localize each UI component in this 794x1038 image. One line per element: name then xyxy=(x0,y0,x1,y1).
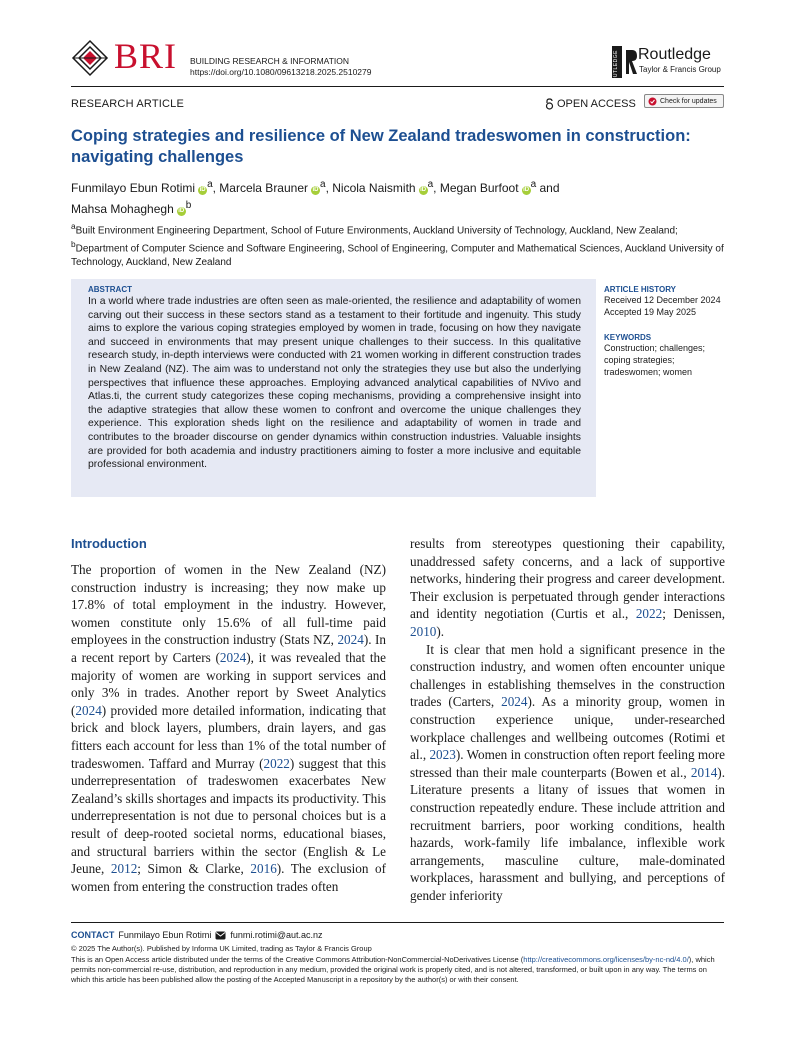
publisher-subtitle: Taylor & Francis Group xyxy=(639,65,721,74)
check-updates-icon xyxy=(648,97,657,106)
text: ), it was revealed that the majority of women are working in support services and only 3% in trades. Another report by Sweet Analytics ( xyxy=(71,649,386,718)
abstract-heading: ABSTRACT xyxy=(88,285,132,294)
license-text xyxy=(71,955,726,985)
orcid-icon[interactable]: iD xyxy=(178,208,185,214)
author-name[interactable]: Nicola Naismith xyxy=(332,181,416,195)
bri-logo-icon xyxy=(71,39,109,77)
publisher-name: Routledge xyxy=(638,46,711,63)
author-affil-sup: a xyxy=(427,179,434,190)
citation-link[interactable]: 2010 xyxy=(410,623,437,639)
text: This is an Open Access article distributed under the terms of the Creative Commons Attribution-NonCommercial-NoDerivatives License ( xyxy=(71,955,524,964)
citation-link[interactable]: 2016 xyxy=(250,861,277,877)
paragraph xyxy=(410,641,725,905)
article-history xyxy=(604,285,729,318)
orcid-icon[interactable]: iD xyxy=(199,187,206,193)
affiliation-a: Built Environment Engineering Department, School of Future Environments, Auckland University of Technology, Auckland, New Zealand; xyxy=(75,225,678,237)
contact-email[interactable]: funmi.rotimi@aut.ac.nz xyxy=(230,930,323,940)
affiliation-b: Department of Computer Science and Software Engineering, School of Engineering, Computer and Mathematical Sciences, Auckland University of Technology, Auckland, New Zealand xyxy=(71,243,724,268)
text: results from stereotypes questioning their capability, unaddressed safety concerns, and a lack of supportive networks, hindering their progress and career development. Their exclusion is perpetuated through gender interactions and identity negotiation (Curtis et al., xyxy=(410,536,725,622)
open-lock-icon xyxy=(545,98,554,110)
keywords xyxy=(604,333,722,378)
keywords-text: Construction; challenges; coping strategies; tradeswomen; women xyxy=(604,343,706,377)
citation-link[interactable]: 2012 xyxy=(110,861,138,877)
affiliations xyxy=(71,220,731,269)
text: ). As a minority group, women in construction experience unique, under-researched workplace challenges and wellbeing outcomes (Rotimi et al., xyxy=(410,694,725,763)
orcid-icon[interactable]: iD xyxy=(420,187,427,193)
article-history-heading: ARTICLE HISTORY xyxy=(604,285,677,294)
author-affil-sup: a xyxy=(530,179,537,190)
copyright: © 2025 The Author(s). Published by Informa UK Limited, trading as Taylor & Francis Group xyxy=(71,944,372,953)
article-title: Coping strategies and resilience of New Zealand tradeswomen in construction: navigating challenges xyxy=(71,127,691,166)
affil-sup: b xyxy=(71,238,76,249)
citation-link[interactable]: 2014 xyxy=(690,764,718,780)
routledge-vertical-text: ROUTLEDGE xyxy=(613,50,619,86)
affil-sup: a xyxy=(71,221,76,231)
author-conjunction: and xyxy=(539,181,560,195)
author-list: Funmilayo Ebun Rotimi iD $^a$, Marcela Brauner iD $^a$, Nicola Naismith iD $^a$, Megan Burfoot iD $^a$ and Mahsa Mohaghegh iD $^b$ xyxy=(71,179,560,216)
author-affil-sup: b xyxy=(185,200,192,211)
text: The proportion of women in the New Zealand (NZ) construction industry is increasing; they now make up 17.8% of total employment in the industry. However, women constitute only 15.6% of all full-time paid employees in the construction industry (Stats NZ, xyxy=(71,562,386,648)
email-icon xyxy=(215,931,226,940)
contact-label: CONTACT xyxy=(71,930,115,940)
author-name[interactable]: Mahsa Mohaghegh xyxy=(71,202,174,216)
accepted-date: Accepted 19 May 2025 xyxy=(604,307,697,317)
paragraph xyxy=(71,561,386,895)
routledge-r-icon xyxy=(624,46,638,78)
check-updates-label: Check for updates xyxy=(660,97,717,105)
author-affil-sup: a xyxy=(320,179,326,190)
text: ) suggest that this underrepresentation of tradeswomen exacerbates New Zealand’s skills shortages and impacts its productivity. This underrepresentation is not due to personal choices but is a result of deep-rooted societal norms, educational biases, and structural barriers within the sector (English & Le Jeune, xyxy=(71,755,386,877)
journal-name: BUILDING RESEARCH & INFORMATION xyxy=(190,56,349,66)
open-access-badge xyxy=(545,98,636,110)
routledge-logo xyxy=(612,46,727,86)
text: ), which permits non-commercial re-use, distribution, and reproduction in any medium, provided the original work is properly cited, and is not altered, transformed, or built upon in any way. The terms on which this article has been published allow the posting of the Accepted Manuscript in a repository by the author(s) or with their consent. xyxy=(71,955,715,984)
section-heading: Introduction xyxy=(71,536,147,551)
body-column-right xyxy=(410,535,725,904)
text: ). Women in construction often report feeling more stressed than their male counterparts (Bowen et al., xyxy=(410,747,725,780)
received-date: Received 12 December 2024 xyxy=(604,295,721,305)
text: ). The exclusion of women from entering the construction trades often xyxy=(71,861,386,894)
citation-link[interactable]: 2022 xyxy=(635,606,663,622)
orcid-icon[interactable]: iD xyxy=(523,187,530,193)
citation-link[interactable]: 2023 xyxy=(429,747,456,763)
author-name[interactable]: Marcela Brauner xyxy=(219,181,309,195)
text: ). xyxy=(436,623,445,639)
text: ). Literature presents a litany of issues that women in construction repeatedly endure. These include attrition and recruitment barriers, poor working conditions, health hazards, work-family life imbalance, inflexible work arrangements, masculine culture, male-dominated workplaces, harassment and bullying, and perceptions of gender inferiority xyxy=(410,764,725,903)
body-column-left xyxy=(71,561,386,895)
text: ) provided more detailed information, indicating that brick and block layers, plumbers, drain layers, and gas fitters each account for less than 1% of the total number of tradeswomen. Taffard and Murray ( xyxy=(71,702,386,771)
text: It is clear that men hold a significant presence in the construction industry, and women often encounter unique challenges in establishing themselves in the construction trades (Carters, xyxy=(410,641,725,710)
paragraph xyxy=(410,535,725,641)
text: ; Denissen, xyxy=(662,606,725,622)
citation-link[interactable]: 2022 xyxy=(263,755,290,771)
check-for-updates-button[interactable] xyxy=(644,94,724,108)
keywords-heading: KEYWORDS xyxy=(604,333,652,342)
author-name[interactable]: Funmilayo Ebun Rotimi xyxy=(71,181,196,195)
header-rule xyxy=(71,86,724,87)
author-affil-sup: a xyxy=(207,179,213,190)
article-type: RESEARCH ARTICLE xyxy=(71,98,185,110)
footer-rule xyxy=(71,922,724,923)
author-name[interactable]: Megan Burfoot xyxy=(439,181,519,195)
contact-line xyxy=(71,930,323,940)
citation-link[interactable]: 2024 xyxy=(501,694,528,710)
citation-link[interactable]: 2024 xyxy=(337,632,364,648)
contact-name: Funmilayo Ebun Rotimi xyxy=(118,930,212,940)
doi-link[interactable]: https://doi.org/10.1080/09613218.2025.2510279 xyxy=(190,67,372,77)
citation-link[interactable]: 2024 xyxy=(219,649,247,665)
journal-info xyxy=(190,56,372,78)
text: ; Simon & Clarke, xyxy=(137,861,251,877)
journal-logo-text: BRI xyxy=(114,36,178,76)
citation-link[interactable]: 2024 xyxy=(75,702,102,718)
open-access-label: OPEN ACCESS xyxy=(557,98,636,110)
abstract-text: In a world where trade industries are often seen as male-oriented, the resilience and adaptability of women carving out their success in these sectors stand as a testament to their fortitude and ingenuity. This study aims to explore the various coping strategies employed by women in trade, focusing on how they navigate and succeed in environments that may present unique challenges to their success. In this qualitative research study, in-depth interviews were conducted with 21 women working in different construction trades in New Zealand (NZ). The aim was to understand not only the strategies they use but also the underlying perspectives that influence these approaches. Employing advanced analytical capabilities of NVivo and Atlas.ti, the current study categorizes these coping mechanisms, providing a comprehensive insight into the adaptive strategies that allow these women to confront and overcome the unique challenges they experience. This exploration sheds light on the resilience and adaptability of women in trade and contributes to the broader discourse on gender dynamics within construction industries. Valuable insights are provided for both academia and industry practitioners aiming to foster a more inclusive and equitable professional environment. xyxy=(88,296,581,471)
orcid-icon[interactable]: iD xyxy=(312,187,319,193)
text: ). In a recent report by Carters ( xyxy=(71,632,386,665)
license-link[interactable]: http://creativecommons.org/licenses/by-nc-nd/4.0/ xyxy=(523,955,689,964)
